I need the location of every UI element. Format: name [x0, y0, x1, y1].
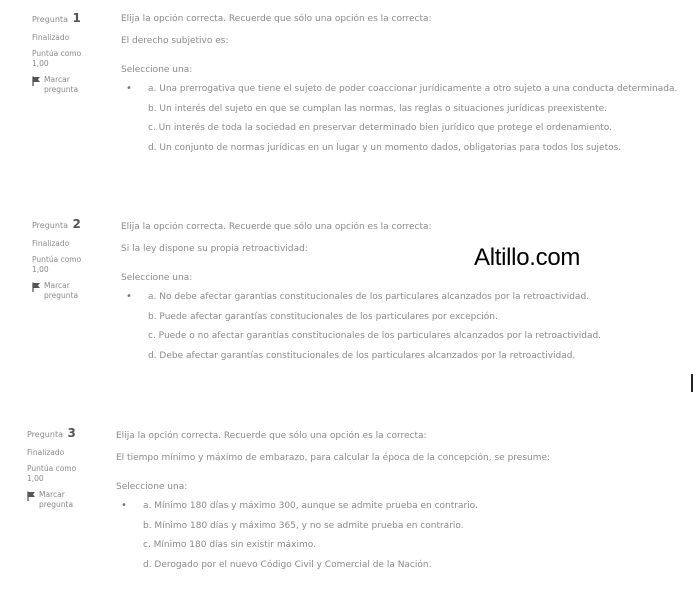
selected-bullet: •	[121, 500, 127, 512]
answer-text: c. Mínimo 180 días sin existir máximo.	[143, 540, 316, 551]
answer-option-d[interactable]	[116, 559, 676, 572]
flag-label-2: pregunta	[39, 499, 74, 509]
question-number-row	[27, 426, 112, 441]
answer-text: d. Un conjunto de normas jurídicas en un lugar y un momento dados, obligatorias para todos los sujetos.	[148, 142, 622, 153]
flag-label-1: Marcar	[44, 75, 70, 85]
answer-option-a[interactable]	[121, 291, 681, 304]
answer-text: d. Derogado por el nuevo Código Civil y Comercial de la Nación.	[143, 559, 432, 570]
flag-label-2: pregunta	[44, 84, 79, 94]
answer-list	[121, 291, 681, 362]
answer-option-b[interactable]	[121, 311, 681, 324]
answer-option-c[interactable]	[121, 122, 681, 135]
answer-text: a. Mínimo 180 días y máximo 300, aunque se admite prueba en contrario.	[143, 501, 478, 512]
question-number-row	[32, 11, 117, 26]
select-prompt: Seleccione una:	[121, 65, 193, 76]
question-number: 1	[72, 11, 81, 25]
edge-divider	[691, 374, 693, 392]
answer-option-d[interactable]	[121, 142, 681, 155]
question-state: Finalizado	[27, 448, 65, 457]
question-number: 3	[67, 426, 76, 440]
question-content	[121, 14, 681, 161]
answer-text: a. Una prerrogativa que tiene el sujeto de poder coaccionar jurídicamente a otro sujeto a una conducta determinada.	[148, 84, 678, 95]
question-label: Pregunta	[27, 430, 63, 439]
answer-text: c. Puede o no afectar garantías constitucionales de los particulares alcanzados por la retroactividad.	[148, 331, 602, 342]
select-prompt: Seleccione una:	[116, 482, 188, 493]
grade-label: Puntúa como	[27, 464, 77, 474]
answer-option-c[interactable]	[116, 539, 676, 552]
grade-value: 1,00	[27, 473, 44, 483]
question-info	[27, 426, 112, 509]
question-info	[32, 11, 117, 94]
answer-option-c[interactable]	[121, 330, 681, 343]
answer-option-d[interactable]	[121, 350, 681, 363]
question-text: El derecho subjetivo es:	[121, 35, 229, 46]
answer-list	[121, 83, 681, 154]
flag-icon	[32, 76, 41, 86]
question-number: 2	[72, 217, 81, 231]
answer-text: b. Un interés del sujeto en que se cumplan las normas, las reglas o situaciones jurídicas preexistente.	[148, 103, 608, 114]
flag-label-1: Marcar	[44, 281, 70, 291]
question-instruction: Elija la opción correcta. Recuerde que sólo una opción es la correcta:	[121, 222, 432, 232]
answer-option-a[interactable]	[116, 500, 676, 513]
grade-label: Puntúa como	[32, 49, 82, 59]
question-instruction: Elija la opción correcta. Recuerde que sólo una opción es la correcta:	[121, 14, 432, 24]
grade-value: 1,00	[32, 58, 49, 68]
flag-label-2: pregunta	[44, 290, 79, 300]
question-text: Si la ley dispone su propia retroactividad:	[121, 243, 308, 254]
answer-text: a. No debe afectar garantías constitucionales de los particulares alcanzados por la retroactividad.	[148, 292, 590, 303]
question-info	[32, 217, 117, 300]
flag-question-link[interactable]	[32, 281, 117, 300]
question-grade	[32, 49, 117, 68]
selected-bullet: •	[126, 83, 132, 95]
answer-text: c. Un interés de toda la sociedad en preservar determinado bien jurídico que protege el ordenamiento.	[148, 123, 613, 134]
question-grade	[27, 464, 112, 483]
question-state: Finalizado	[32, 33, 70, 42]
flag-icon	[32, 282, 41, 292]
flag-icon	[27, 491, 36, 501]
answer-option-a[interactable]	[121, 83, 681, 96]
question-grade	[32, 255, 117, 274]
answer-text: b. Puede afectar garantías constitucionales de los particulares por excepción.	[148, 311, 498, 322]
answer-text: d. Debe afectar garantías constitucionales de los particulares alcanzados por la retroactividad.	[148, 350, 576, 361]
grade-value: 1,00	[32, 264, 49, 274]
flag-question-link[interactable]	[32, 75, 117, 94]
select-prompt: Seleccione una:	[121, 273, 193, 284]
flag-question-link[interactable]	[27, 490, 112, 509]
answer-text: b. Mínimo 180 días y máximo 365, y no se admite prueba en contrario.	[143, 520, 464, 531]
question-number-row	[32, 217, 117, 232]
answer-option-b[interactable]	[116, 520, 676, 533]
question-content	[121, 222, 681, 369]
question-text: El tiempo mínimo y máximo de embarazo, para calcular la época de la concepción, se presume:	[116, 452, 551, 463]
answer-option-b[interactable]	[121, 103, 681, 116]
question-state: Finalizado	[32, 239, 70, 248]
grade-label: Puntúa como	[32, 255, 82, 265]
question-instruction: Elija la opción correcta. Recuerde que sólo una opción es la correcta:	[116, 431, 427, 441]
question-content	[116, 431, 676, 578]
question-label: Pregunta	[32, 221, 68, 230]
answer-list	[116, 500, 676, 571]
question-label: Pregunta	[32, 15, 68, 24]
flag-label-1: Marcar	[39, 490, 65, 500]
selected-bullet: •	[126, 291, 132, 303]
watermark-text: Altillo.com	[474, 244, 581, 271]
